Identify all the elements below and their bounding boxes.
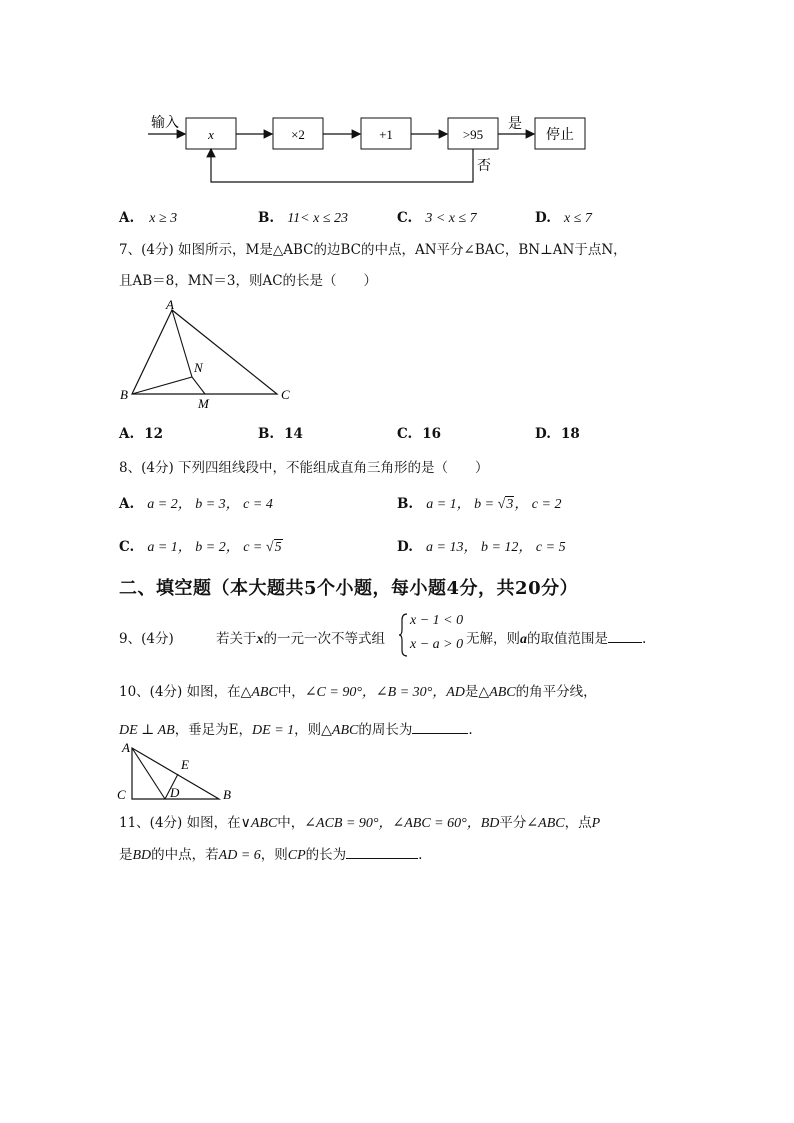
svg-text:A: A xyxy=(122,740,130,755)
svg-text:B: B xyxy=(223,787,231,802)
svg-text:C: C xyxy=(117,787,126,802)
section-heading: 二、填空题（本大题共5个小题，每小题4分，共20分） xyxy=(119,578,579,599)
q10-triangle-figure xyxy=(115,738,240,804)
q9-text: 若关于x的一元一次不等式组 xyxy=(216,631,385,647)
flowchart xyxy=(140,108,600,190)
q7-option-b[interactable]: B. 14 xyxy=(258,426,303,442)
box-times2-label: ×2 xyxy=(291,127,305,142)
q7-option-d[interactable]: D. 18 xyxy=(535,426,580,442)
svg-text:B: B xyxy=(120,387,128,402)
q9-tail: 无解，则a的取值范围是 . xyxy=(466,627,646,648)
q6-option-a[interactable]: A. x ≥ 3 xyxy=(119,210,178,226)
q8-option-c[interactable]: C. a = 1， b = 2， c = √5 xyxy=(119,539,282,555)
svg-text:N: N xyxy=(194,360,203,375)
box-stop-label: 停止 xyxy=(546,128,574,143)
q11-line1: 11、(4分) 如图，在∨ABC中，∠ACB = 90°，∠ABC = 60°，BD平分∠ABC，点P xyxy=(119,815,601,831)
q11-answer-blank[interactable] xyxy=(346,844,418,859)
q6-option-c[interactable]: C. 3 < x ≤ 7 xyxy=(397,210,477,226)
q10-answer-blank[interactable] xyxy=(412,719,468,734)
q7-option-a[interactable]: A. 12 xyxy=(119,426,163,442)
no-label: 否 xyxy=(477,159,491,174)
q7-stem-line1: 7、(4分) 如图所示，M是△ABC的边BC的中点，AN平分∠BAC，BN⊥AN于点N， xyxy=(119,242,627,258)
q6-option-b[interactable]: B. 11< x ≤ 23 xyxy=(258,210,349,226)
q9-ineq2: x − a > 0 xyxy=(410,637,464,652)
yes-label: 是 xyxy=(508,117,522,132)
svg-text:C: C xyxy=(281,387,290,402)
q10-line1: 10、(4分) 如图，在△ABC中，∠C = 90°，∠B = 30°，AD是△ABC的角平分线， xyxy=(119,684,597,700)
box-plus1-label: +1 xyxy=(379,127,393,142)
q8-option-b[interactable]: B. a = 1， b = √3， c = 2 xyxy=(397,496,562,512)
q8-option-d[interactable]: D. a = 13， b = 12， c = 5 xyxy=(397,539,566,555)
q11-line2: 是BD的中点，若AD = 6，则CP的长为 . xyxy=(119,843,422,864)
q6-option-d[interactable]: D. x ≤ 7 xyxy=(535,210,592,226)
q9-system-brace xyxy=(398,612,408,658)
q7-stem-line2: 且AB＝8，MN＝3，则AC的长是（ ） xyxy=(119,273,378,289)
q7-triangle-figure xyxy=(112,298,302,410)
q8-option-a[interactable]: A. a = 2， b = 3， c = 4 xyxy=(119,496,273,512)
svg-text:M: M xyxy=(198,396,209,410)
svg-text:E: E xyxy=(181,757,189,772)
q9-ineq1: x − 1 < 0 xyxy=(410,613,464,628)
q9-prefix: 9、(4分) xyxy=(119,631,174,647)
q7-option-c[interactable]: C. 16 xyxy=(397,426,442,442)
no-loop-arrow xyxy=(211,149,473,182)
q10-line2: DE ⊥ AB，垂足为E，DE = 1，则△ABC的周长为 . xyxy=(119,718,473,739)
box-x-label: x xyxy=(208,127,214,142)
q9-answer-blank[interactable] xyxy=(608,628,642,643)
q8-stem: 8、(4分) 下列四组线段中，不能组成直角三角形的是（ ） xyxy=(119,460,489,476)
svg-text:D: D xyxy=(170,785,180,800)
svg-text:A: A xyxy=(166,298,174,312)
input-label: 输入 xyxy=(151,116,179,131)
box-gt95-label: >95 xyxy=(462,127,484,142)
